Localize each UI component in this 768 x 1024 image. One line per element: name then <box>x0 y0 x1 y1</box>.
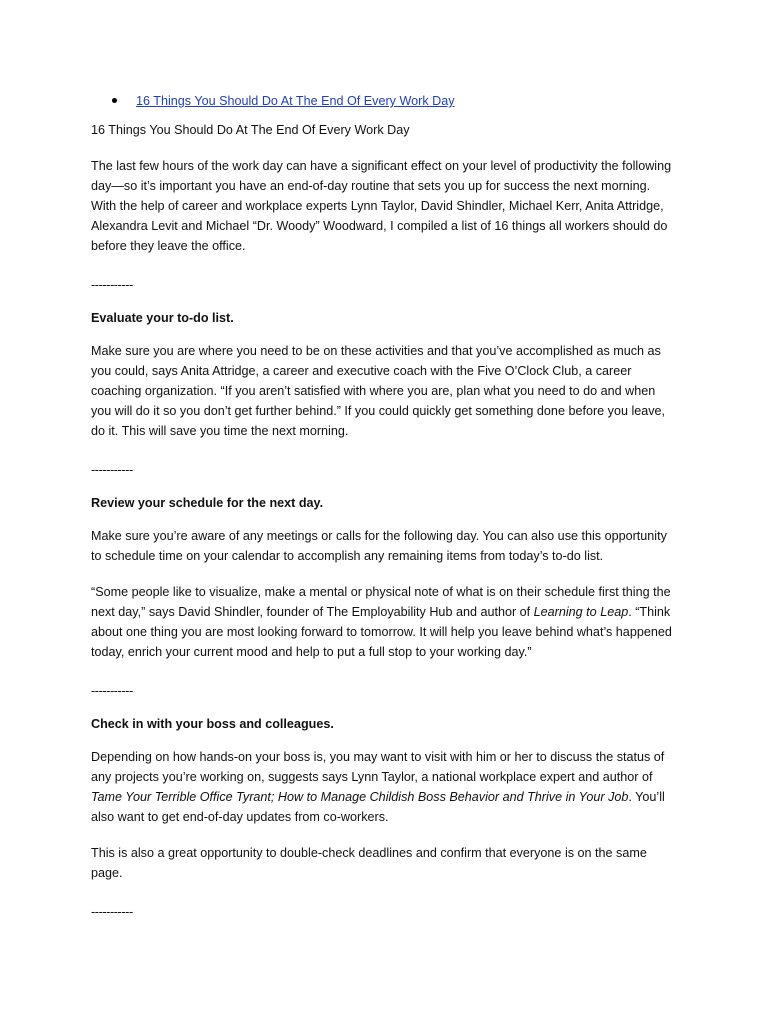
section-separator: ----------- <box>91 684 133 698</box>
section-separator: ----------- <box>91 905 133 919</box>
review-paragraph-2 <box>91 582 678 662</box>
section-heading-review: Review your schedule for the next day. <box>91 496 324 510</box>
check-in-paragraph-2: This is also a great opportunity to double-check deadlines and confirm that everyone is on the same page. <box>91 846 647 880</box>
bullet-icon <box>112 98 117 103</box>
review-paragraph-2-start: “Some people like to visualize, make a mental or physical note of what is on their schedule first thing the next day,” says David Shindler, founder of The Employability Hub and author of <box>91 585 671 619</box>
article-title: 16 Things You Should Do At The End Of Every Work Day <box>91 123 410 137</box>
check-in-paragraph-1-end: . You’ll also want to get end-of-day updates from co-workers. <box>91 790 665 824</box>
intro-paragraph: The last few hours of the work day can have a significant effect on your level of productivity the following day—so it’s important you have an end-of-day routine that sets you up for success the next morning. With the help of career and workplace experts Lynn Taylor, David Shindler, Michael Kerr, Anita Attridge, Alexandra Levit and Michael “Dr. Woody” Woodward, I compiled a list of 16 things all workers should do before they leave the office. <box>91 159 672 253</box>
review-paragraph-2-end: . “Think about one thing you are most looking forward to tomorrow. It will help you leave behind what’s happened today, enrich your current mood and help to put a full stop to your working day.” <box>91 605 672 659</box>
evaluate-paragraph: Make sure you are where you need to be on these activities and that you’ve accomplished as much as you could, says Anita Attridge, a career and executive coach with the Five O’Clock Club, a career coaching organization. “If you aren’t satisfied with where you are, plan what you need to do and when you will do it so you don’t get further behind.” If you could quickly get something done before you leave, do it. This will save you time the next morning. <box>91 344 666 438</box>
section-separator: ----------- <box>91 278 133 292</box>
toc-item <box>112 88 678 114</box>
section-heading-check-in: Check in with your boss and colleagues. <box>91 717 334 731</box>
book-title-learning-to-leap: Learning to Leap <box>533 605 629 619</box>
check-in-paragraph-1 <box>91 747 678 827</box>
table-of-contents <box>91 88 678 114</box>
section-separator: ----------- <box>91 463 133 477</box>
toc-link[interactable]: 16 Things You Should Do At The End Of Every Work Day <box>136 94 455 108</box>
section-heading-evaluate: Evaluate your to-do list. <box>91 311 234 325</box>
check-in-paragraph-1-start: Depending on how hands-on your boss is, you may want to visit with him or her to discuss the status of any projects you’re working on, suggests says Lynn Taylor, a national workplace expert and author of <box>91 750 665 784</box>
review-paragraph-1: Make sure you’re aware of any meetings or calls for the following day. You can also use this opportunity to schedule time on your calendar to accomplish any remaining items from today’s to-do list. <box>91 529 667 563</box>
book-title-office-tyrant: Tame Your Terrible Office Tyrant; How to Manage Childish Boss Behavior and Thrive in Your Job <box>91 790 629 804</box>
